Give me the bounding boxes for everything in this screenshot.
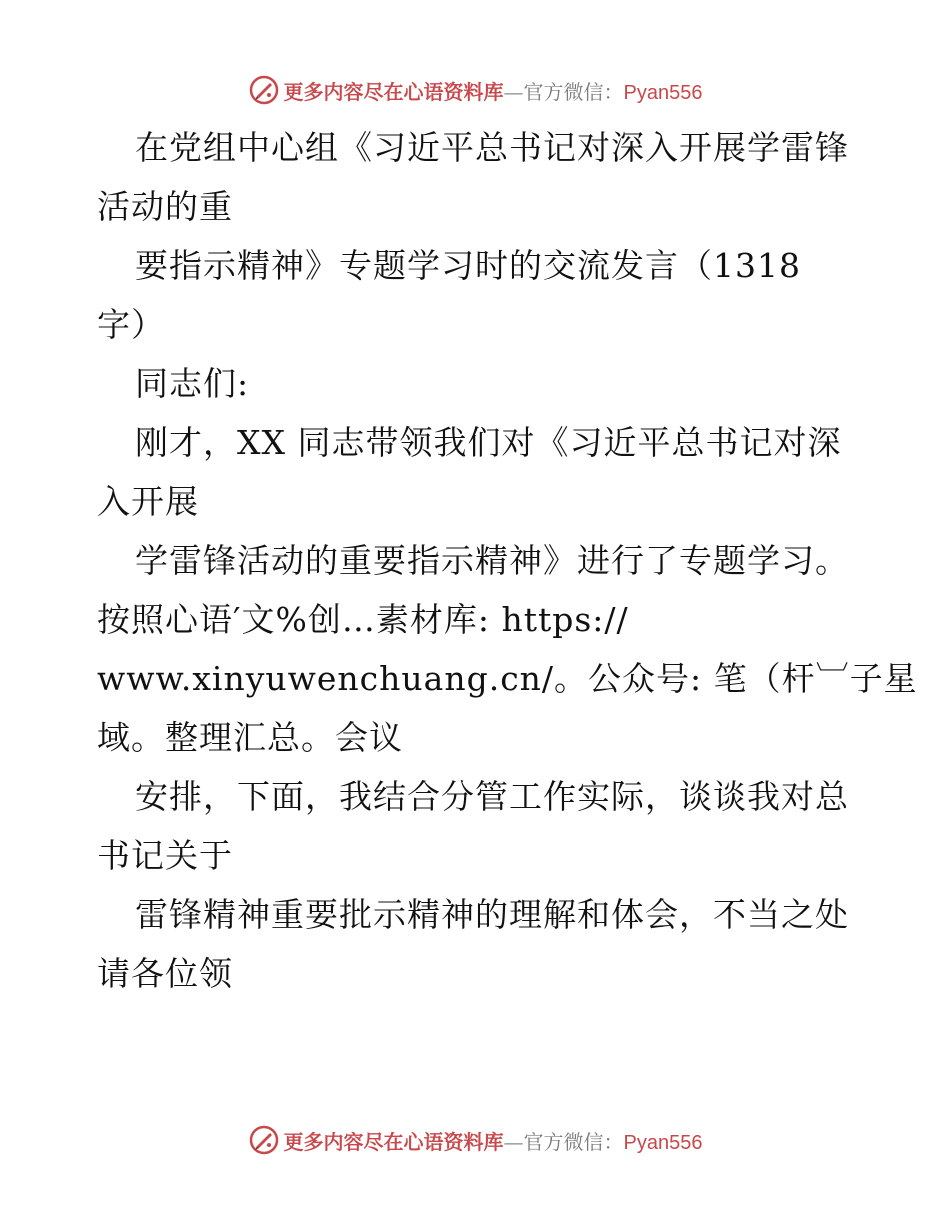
text-line: 请各位领 [97, 954, 233, 993]
text-line: www.xinyuwenchuang.cn/。公众号: 笔（杆︺子星 [97, 659, 918, 698]
text-line: 按照心语′文%创…素材库: https:// [97, 600, 629, 639]
text-line: 同志们: [135, 364, 250, 403]
header-banner [0, 70, 950, 110]
text-line: 在党组中心组《习近平总书记对深入开展学雷锋 [135, 128, 849, 167]
banner-wechat-label: 官方微信： [523, 1129, 624, 1154]
quill-pen-logo-icon [248, 74, 280, 106]
document-body [97, 118, 918, 1003]
text-line: 安排，下面，我结合分管工作实际，谈谈我对总 [135, 777, 849, 816]
text-line: 要指示精神》专题学习时的交流发言（1318 [135, 246, 801, 285]
footer-banner [0, 1120, 950, 1160]
text-line: 学雷锋活动的重要指示精神》进行了专题学习。 [135, 541, 849, 580]
banner-wechat-id: Pyan556 [623, 1131, 703, 1154]
text-line: 书记关于 [97, 836, 233, 875]
text-line: 域。整理汇总。会议 [97, 718, 403, 757]
text-line: 刚才，XX 同志带领我们对《习近平总书记对深 [135, 423, 842, 462]
quill-pen-logo-icon [248, 1124, 280, 1156]
banner-dash: — [503, 79, 524, 104]
banner-brand-text: 更多内容尽在心语资料库 [283, 79, 504, 104]
text-line: 入开展 [97, 482, 199, 521]
banner-wechat-label: 官方微信： [523, 79, 624, 104]
text-line: 字） [97, 305, 165, 344]
text-line: 活动的重 [97, 187, 233, 226]
text-line: 雷锋精神重要批示精神的理解和体会，不当之处 [135, 895, 849, 934]
banner-brand-text: 更多内容尽在心语资料库 [283, 1129, 504, 1154]
banner-dash: — [503, 1129, 524, 1154]
banner-wechat-id: Pyan556 [623, 81, 703, 104]
